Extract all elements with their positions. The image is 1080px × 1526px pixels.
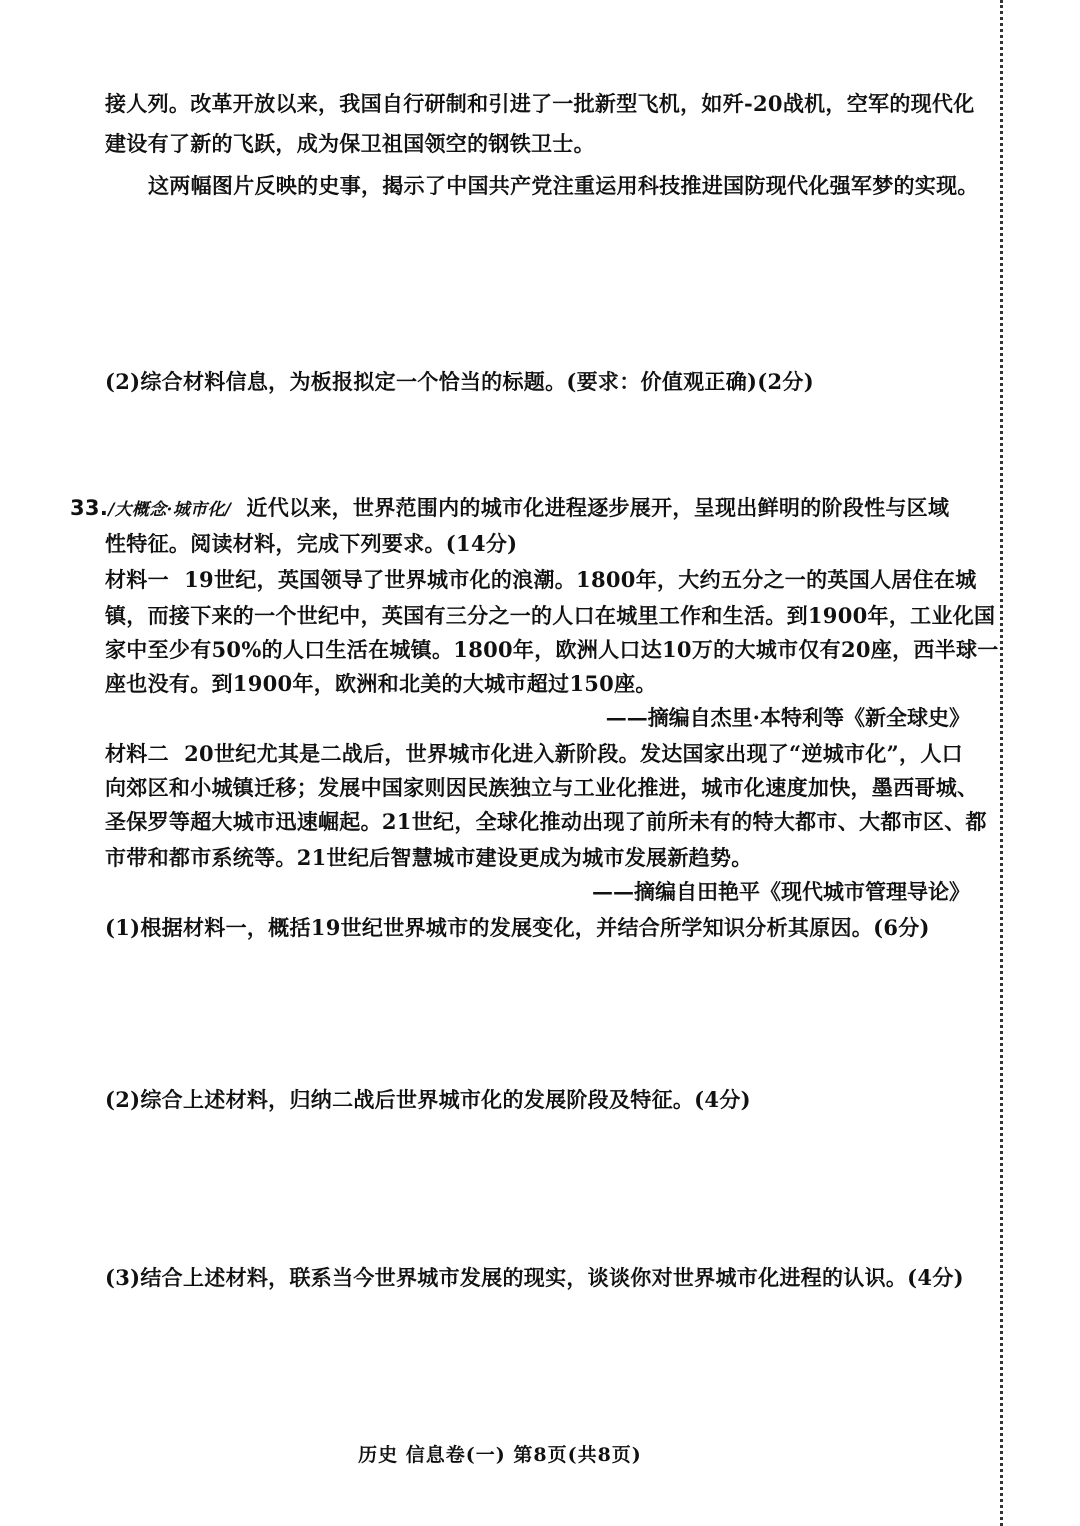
q33-intro-line-1	[70, 492, 949, 526]
q33-subquestion-3: (3)结合上述材料，联系当今世界城市发展的现实，谈谈你对世界城市化进程的认识。(4分)	[105, 1265, 964, 1290]
material1-source: ——摘编自杰里·本特利等《新全球史》	[605, 705, 970, 730]
material1-line-3: 家中至少有50%的人口生活在城镇。1800年，欧洲人口达10万的大城市仅有20座，西半球一	[105, 637, 999, 662]
material1-line-2: 镇，而接下来的一个世纪中，英国有三分之一的人口在城里工作和生活。到1900年，工业化国	[105, 603, 996, 628]
q33-subquestion-1: (1)根据材料一，概括19世纪世界城市的发展变化，并结合所学知识分析其原因。(6分)	[105, 915, 930, 940]
q33-intro-text: 近代以来，世界范围内的城市化进程逐步展开，呈现出鲜明的阶段性与区域	[246, 495, 950, 520]
binding-dotted-line	[1000, 0, 1003, 1526]
material2-line-2: 向郊区和小城镇迁移；发展中国家则因民族独立与工业化推进，城市化速度加快，墨西哥城、	[105, 775, 979, 800]
question-number: 33.	[70, 496, 109, 520]
material2-line-4: 市带和都市系统等。21世纪后智慧城市建设更成为城市发展新趋势。	[105, 845, 753, 870]
q32-text-line-2: 建设有了新的飞跃，成为保卫祖国领空的钢铁卫士。	[105, 131, 595, 156]
q32-text-line-3: 这两幅图片反映的史事，揭示了中国共产党注重运用科技推进国防现代化强军梦的实现。	[148, 173, 979, 198]
material2-line-1	[105, 738, 963, 770]
material1-text: 19世纪，英国领导了世界城市化的浪潮。1800年，大约五分之一的英国人居住在城	[184, 567, 977, 592]
material2-line-3: 圣保罗等超大城市迅速崛起。21世纪，全球化推动出现了前所未有的特大都市、大都市区、都	[105, 809, 987, 834]
q33-intro-line-2: 性特征。阅读材料，完成下列要求。(14分)	[105, 531, 518, 556]
q32-text-line-1: 接人列。改革开放以来，我国自行研制和引进了一批新型飞机，如歼-20战机，空军的现代化	[105, 91, 975, 116]
q33-subquestion-2: (2)综合上述材料，归纳二战后世界城市化的发展阶段及特征。(4分)	[105, 1087, 751, 1112]
material1-line-4: 座也没有。到1900年，欧洲和北美的大城市超过150座。	[105, 671, 657, 696]
material2-source: ——摘编自田艳平《现代城市管理导论》	[592, 879, 970, 904]
material1-line-1	[105, 564, 977, 596]
page-footer: 历史 信息卷(一) 第8页(共8页)	[358, 1444, 642, 1466]
material2-label: 材料二	[105, 741, 169, 766]
material1-label: 材料一	[105, 567, 169, 592]
question-tag: /大概念·城市化/	[108, 500, 232, 520]
material2-text: 20世纪尤其是二战后，世界城市化进入新阶段。发达国家出现了“逆城市化”，人口	[184, 741, 963, 766]
q32-subquestion-2: (2)综合材料信息，为板报拟定一个恰当的标题。(要求：价值观正确)(2分)	[105, 369, 814, 394]
